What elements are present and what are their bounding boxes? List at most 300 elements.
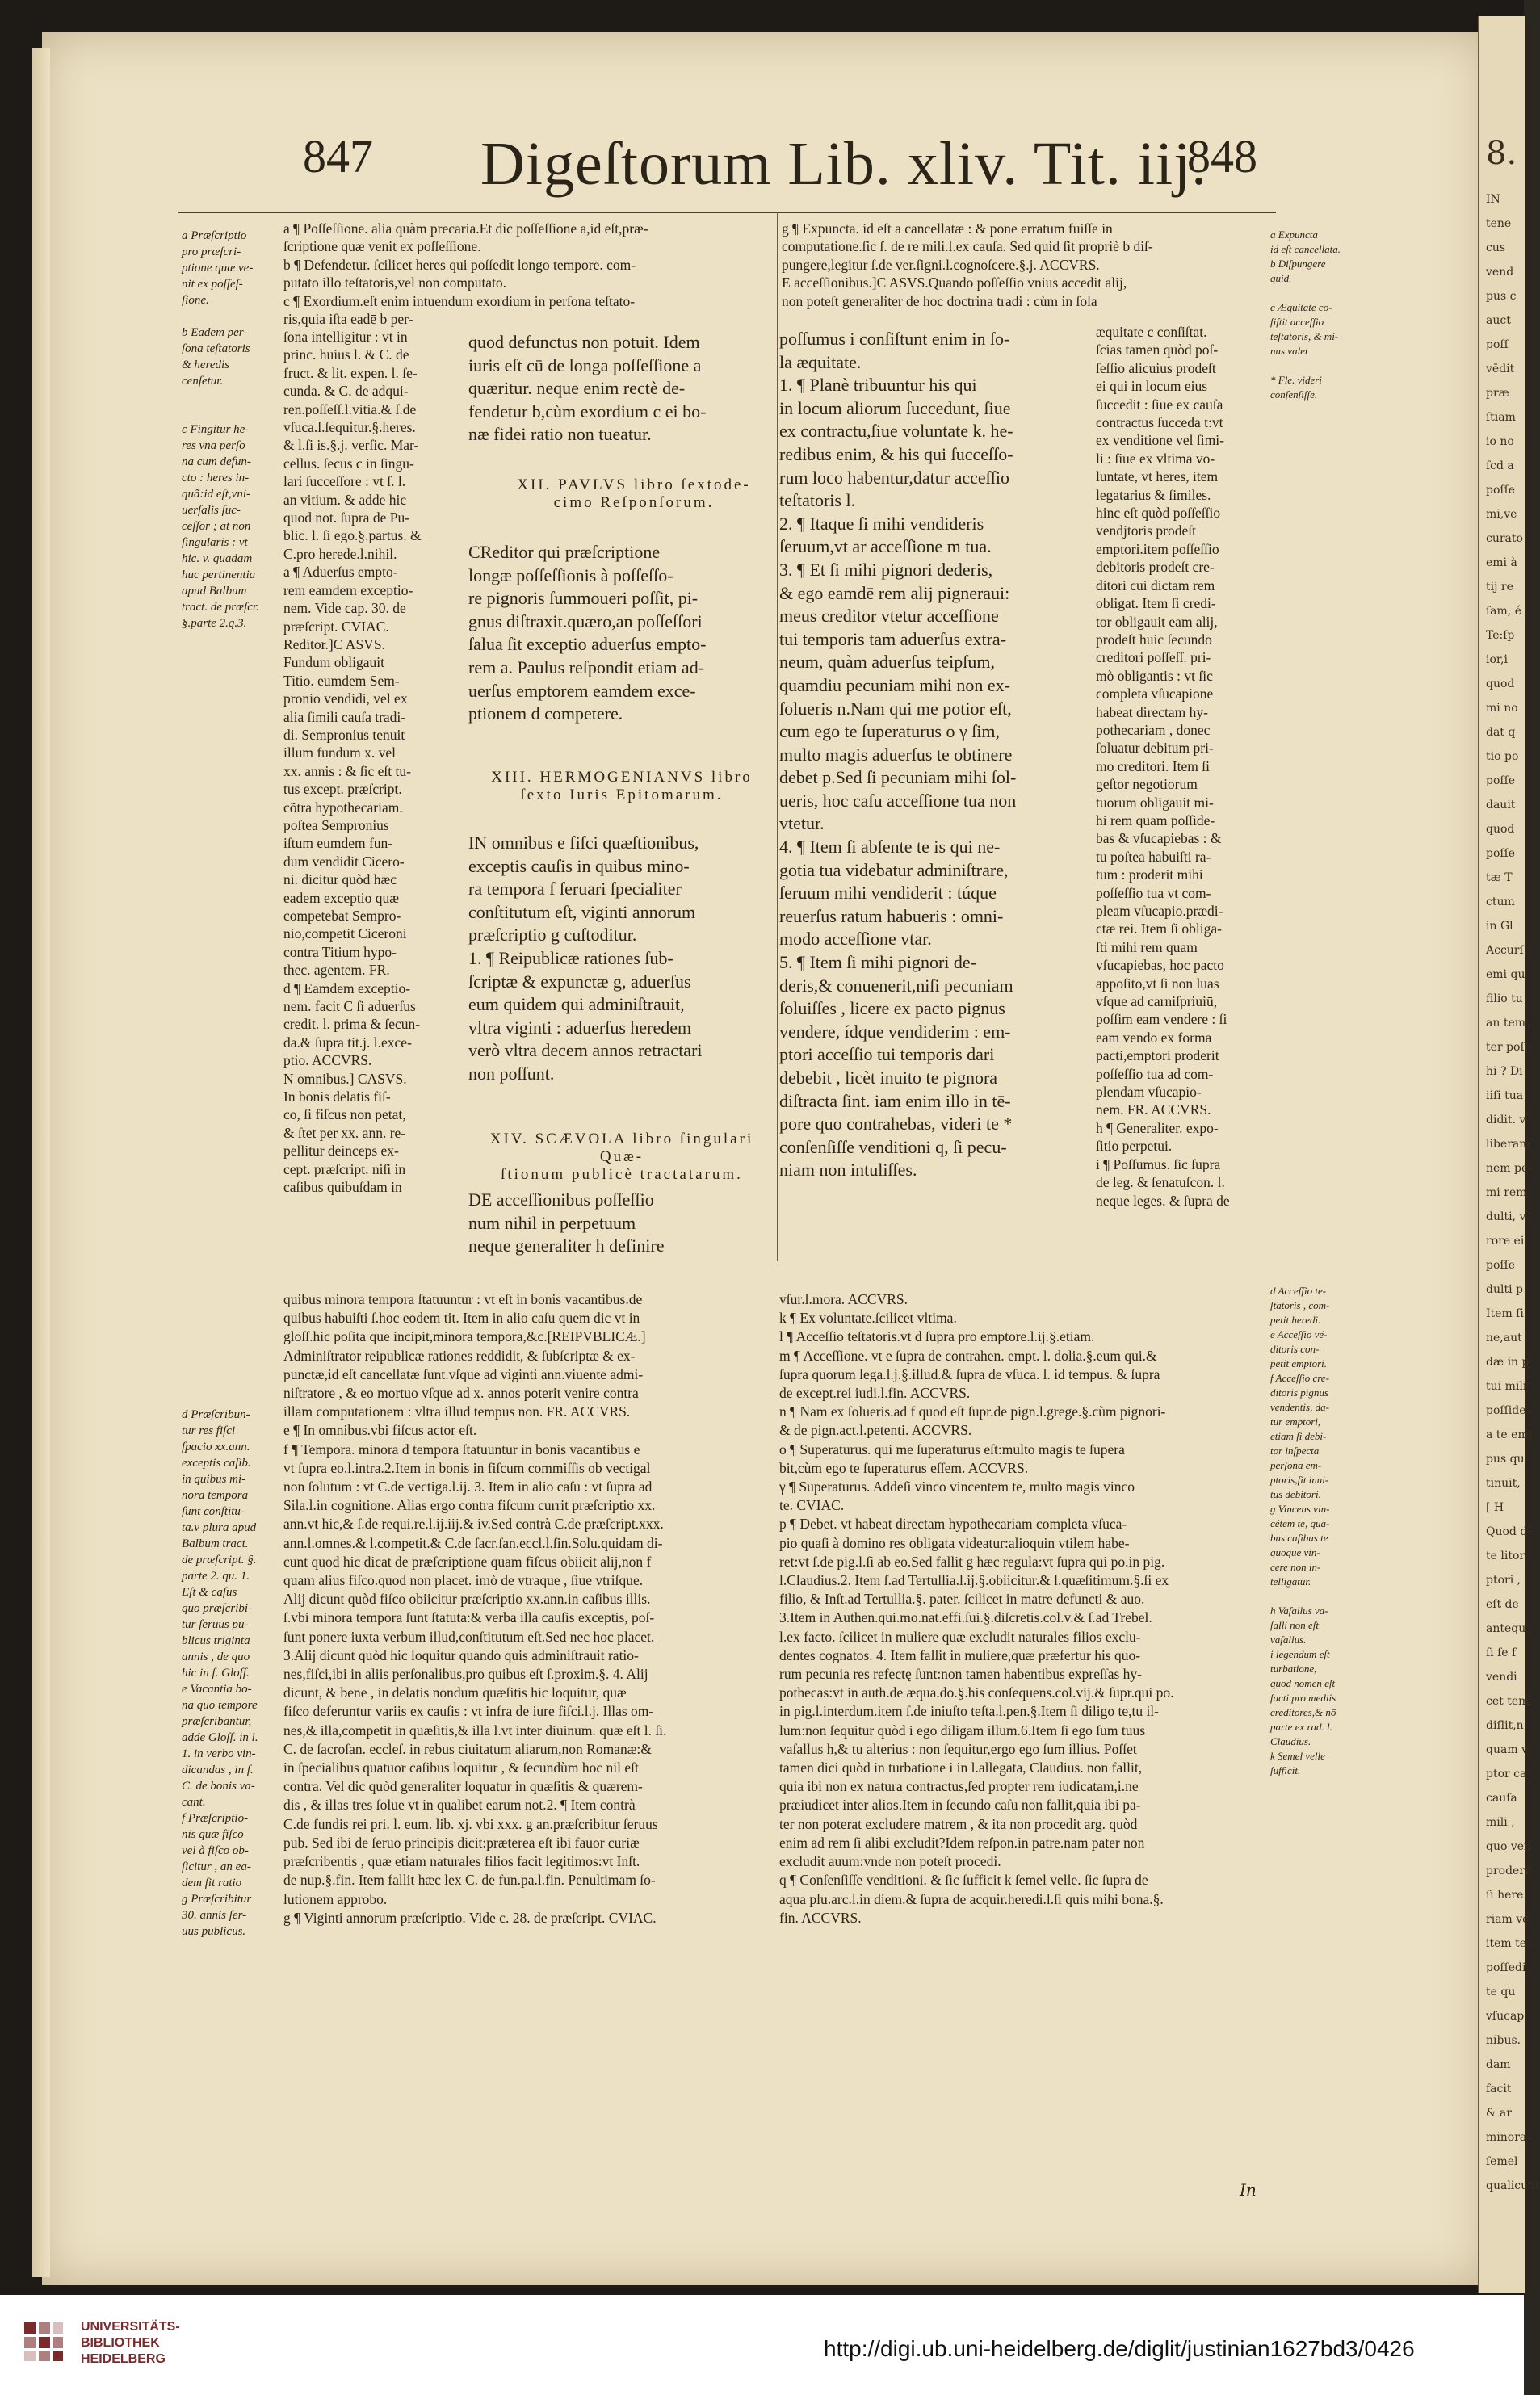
text-line: tur emptori, — [1270, 1416, 1321, 1428]
text-line: longæ poſſeſſionis à poſſeſſo- — [468, 564, 673, 585]
next-page-text-fragment: præ — [1486, 387, 1509, 400]
text-line: poſſeſſio tua vt com- — [1096, 884, 1211, 901]
text-line: q ¶ Conſenſiſſe venditioni. & ſic ſufficit k ſemel velle. ſic ſupra de — [779, 1872, 1148, 1889]
gloss-lower-right — [779, 1290, 1264, 1927]
text-line: ſti mihi rem quam — [1096, 938, 1198, 955]
text-line: Alij dicunt quòd fiſco obiicitur præſcriptio xx.ann.in caſibus illis. — [283, 1591, 651, 1608]
text-line: c ¶ Exordium.eſt enim intuendum exordium in perſona teſtato- — [283, 292, 636, 309]
text-line — [1270, 286, 1347, 300]
text-line: quod defunctus non potuit. Idem — [468, 332, 700, 352]
next-page-text-fragment: te litor — [1486, 1550, 1525, 1562]
next-page-text-fragment: dulti, v — [1486, 1210, 1526, 1223]
text-line: rem a. Paulus reſpondit etiam ad- — [468, 656, 705, 677]
text-line: fendetur b,cùm exordium c ei bo- — [468, 401, 707, 422]
text-line: creditores,& nō — [1270, 1706, 1336, 1718]
next-page-text-fragment: nibus. — [1486, 2034, 1521, 2047]
text-line: lari ſucceſſore : vt ſ. l. — [283, 473, 406, 490]
text-line: niam non intuliſſes. — [779, 1160, 917, 1181]
next-page-text-fragment: riam ve — [1486, 1913, 1530, 1926]
text-line: de nup.§.fin. Item fallit hæc lex C. de fun.pa.l.fin. Penultimam ſo- — [283, 1872, 656, 1889]
text-line: ptio. ACCVRS. — [283, 1052, 372, 1069]
text-line: 3.Item in Authen.qui.mo.nat.effi.ſui.§.diſcretis.col.v.& ſ.ad Trebel. — [779, 1609, 1152, 1626]
next-page-text-fragment: ter poſſ — [1486, 1041, 1529, 1054]
text-line: di. Sempronius tenuit — [283, 726, 405, 743]
text-line: ſalua ſit exceptio aduerſus empto- — [468, 634, 707, 655]
text-line: ra tempora f ſeruari ſpecialiter — [468, 879, 682, 900]
next-page-text-fragment: curato — [1486, 532, 1523, 545]
text-line: d Acceſſio te- — [1270, 1285, 1327, 1297]
next-page-text-fragment: ſam, é — [1486, 605, 1521, 618]
text-line: eum quidem qui adminiſtrauit, — [468, 994, 685, 1015]
next-page-text-fragment: ſcd a — [1486, 459, 1514, 472]
text-line: Claudius. — [1270, 1735, 1311, 1747]
text-line: ſpacio xx.ann. — [182, 1441, 250, 1453]
text-line: an vitium. & adde hic — [283, 491, 407, 508]
next-page-text-fragment: ſtiam — [1486, 411, 1516, 424]
text-line: co, ſi fiſcus non petat, — [283, 1106, 406, 1123]
text-line: 1. ¶ Planè tribuuntur his qui — [779, 375, 977, 396]
text-line: dem ſit ratio — [182, 1877, 242, 1890]
text-line: C.de fundis rei pri. l. eum. lib. xj. vbi xxx. g an.præſcribitur ſeruus — [283, 1815, 658, 1832]
text-line: nem. FR. ACCVRS. — [1096, 1101, 1211, 1118]
next-page-text-fragment: cus — [1486, 241, 1506, 254]
text-line: ſuccedit : ſiue ex cauſa — [1096, 396, 1223, 413]
text-line: parte 2. qu. 1. — [182, 1570, 250, 1583]
text-xii — [468, 541, 774, 726]
text-line: i ¶ Poſſumus. ſic ſupra — [1096, 1156, 1221, 1172]
text-line: pio quaſi à domino res obligata videatur:alioquin vtilem habe- — [779, 1534, 1130, 1551]
text-line: creditori poſſeſſ. pri- — [1096, 649, 1211, 666]
gloss-top-left — [283, 220, 776, 328]
text-line: ſalli non eſt — [1270, 1619, 1319, 1631]
text-line — [182, 405, 277, 422]
text-line: e ¶ In omnibus.vbi fiſcus actor eſt. — [283, 1422, 477, 1439]
text-line: a Expuncta — [1270, 229, 1318, 241]
text-line: f ¶ Tempora. minora d tempora ſtatuuntur in bonis vacantibus e — [283, 1441, 640, 1458]
text-line: meus creditor vtetur acceſſione — [779, 606, 999, 627]
text-line: k ¶ Ex voluntate.ſcilicet vltima. — [779, 1310, 957, 1327]
text-line: p ¶ Debet. vt habeat directam hypothecariam completa vſuca- — [779, 1516, 1127, 1533]
gloss-right-column — [1096, 323, 1265, 1210]
text-line: mò obligantis : vt ſic — [1096, 667, 1213, 684]
next-page-text-fragment: tio po — [1486, 750, 1519, 763]
text-line: etiam ſi debi- — [1270, 1430, 1327, 1442]
text-line: quia ibi non ex natura contractus,ſed propter rem iudicatam,i.ne — [779, 1778, 1139, 1795]
text-line: d Præſcribun- — [182, 1408, 250, 1421]
text-line: & ſtet per xx. ann. re- — [283, 1124, 406, 1141]
next-page-text-fragment: poſſide — [1486, 1404, 1526, 1417]
text-line: bus caſibus te — [1270, 1532, 1328, 1544]
text-line: quid. — [1270, 272, 1292, 284]
next-page-text-fragment: quo ven — [1486, 1840, 1532, 1853]
next-page-text-fragment: an tem — [1486, 1017, 1525, 1030]
text-line: illum fundum x. vel — [283, 745, 397, 761]
text-line: vſucapiebas, hoc pacto — [1096, 957, 1224, 974]
text-line: nes,& illa,competit in quæſitis,& illa l.vt inter diuinum. quæ eſt l. ſi. — [283, 1722, 667, 1739]
text-line: exceptis caſib. — [182, 1457, 251, 1470]
text-line: rem eamdem exceptio- — [283, 581, 413, 598]
text-line: quam alius fiſco.quod non placet. imò de vtraque , ſiue vtriſque. — [283, 1572, 644, 1589]
text-line: o ¶ Superaturus. qui me ſuperaturus eſt:multo magis te ſupera — [779, 1441, 1125, 1458]
university-seal-icon — [19, 2317, 68, 2366]
text-line: tu poſtea habuiſti ra- — [1096, 848, 1211, 865]
text-line: ſolueris n.Nam qui me potior eſt, — [779, 698, 1012, 719]
next-page-text-fragment: ſemel — [1486, 2155, 1518, 2168]
text-line: Reditor.]C ASVS. — [283, 635, 385, 652]
text-line: nes,fiſci,ibi in aliis perſonalibus,pro quibus eſt ſ.proxim.§. 4. Alij — [283, 1666, 648, 1683]
next-page-text-fragment: ptori , — [1486, 1574, 1521, 1587]
text-line: num nihil in perpetuum — [468, 1212, 636, 1233]
next-page-text-fragment: dulti p — [1486, 1283, 1523, 1296]
next-page-text-fragment: in Gl — [1486, 920, 1513, 933]
next-page-text-fragment: pus qu — [1486, 1453, 1525, 1466]
text-line: ceſſor ; at non — [182, 520, 251, 533]
text-line: ſiſtit acceſſio — [1270, 316, 1324, 328]
text-line: res vna perſo — [182, 439, 245, 452]
text-line: ſcriptæ & expunctæ g, aduerſus — [468, 971, 691, 992]
text-line: tur res fiſci — [182, 1424, 236, 1437]
text-line: blic. l. ſi ego.§.partus. & — [283, 527, 422, 544]
text-line: pungere,legitur ſ.de ver.ſigni.l.cognoſcere.§.j. ACCVRS. — [782, 256, 1100, 273]
next-page-text-fragment: emi qu — [1486, 968, 1525, 981]
text-line: verò vltra decem annos retractari — [468, 1040, 703, 1061]
text-line: ex contractu,ſiue voluntate k. he- — [779, 421, 1013, 442]
text-line: contra Titium hypo- — [283, 943, 397, 960]
text-line: vaſallus h,& tu alterius : non ſequitur,ergo ego ſum illius. Poſſet — [779, 1740, 1137, 1757]
text-line: non poteſt generaliter de hoc doctrina tradi : cùm in ſola — [782, 292, 1097, 309]
text-line: redibus enim, & his qui ſucceſſo- — [779, 443, 1013, 464]
text-line — [1270, 359, 1347, 373]
text-line: ta.v plura apud — [182, 1521, 257, 1534]
text-line: teſtatoris l. — [779, 490, 856, 511]
text-line: iuris eſt cū de longa poſſeſſione a — [468, 354, 702, 375]
text-line: la æquitate. — [779, 351, 862, 372]
next-page-text-fragment: facit — [1486, 2083, 1512, 2095]
text-line: blicus triginta — [182, 1634, 250, 1647]
text-line: computatione.ſic ſ. de re mili.l.ex cauſa. Sed quid ſit propriè b diſ- — [782, 238, 1153, 255]
text-line: 5. ¶ Item ſi mihi pignori de- — [779, 952, 976, 973]
text-line: tamen dici quòd in turbatione i in l.allegata, Claudius. non fallit, — [779, 1760, 1143, 1776]
text-line: te. CVIAC. — [779, 1497, 845, 1514]
next-page-text-fragment: Quod d — [1486, 1525, 1528, 1538]
text-line: γ ¶ Superaturus. Addeſi vinco vincentem te, multo magis vinco — [779, 1479, 1135, 1495]
text-line: Eſt & caſus — [182, 1586, 237, 1599]
text-line: vſque ad carniſpriuiū, — [1096, 993, 1218, 1010]
next-page-text-fragment: IN — [1486, 193, 1500, 206]
text-xiii — [468, 832, 774, 1086]
text-line: 4. ¶ Item ſi abſente te is qui ne- — [779, 837, 1001, 858]
text-line: nem. facit C ſi aduerſus — [283, 998, 416, 1015]
text-line: ſufficit. — [1270, 1764, 1301, 1776]
text-line: Titio. eumdem Sem- — [283, 672, 400, 689]
text-line: gnus diſtraxit.quæro,an poſſeſſori — [468, 610, 703, 631]
next-page-text-fragment: poſſe — [1486, 774, 1516, 787]
text-line: pore quo contrahebas, videri te * — [779, 1114, 1013, 1135]
next-page-text-fragment: tij re — [1486, 581, 1513, 594]
next-page-text-fragment: tæ T — [1486, 871, 1513, 884]
text-line: eam vendo ex forma — [1096, 1029, 1212, 1046]
text-line: aqua plu.arc.l.in diem.& ſupra de acquir.heredi.l.ſi quis mihi bona.§. — [779, 1890, 1164, 1907]
library-name: UNIVERSITÄTS- BIBLIOTHEK HEIDELBERG — [81, 2320, 180, 2366]
text-line: cere non in- — [1270, 1561, 1321, 1573]
page-binding-shadow — [32, 48, 50, 2277]
text-line: ditoris pignus — [1270, 1386, 1328, 1399]
text-line: pothecas:vt in auth.de æqua.do.§.his conſequens.col.vij.& ſupr.qui po. — [779, 1684, 1174, 1701]
text-line: c Æquitate co- — [1270, 301, 1332, 313]
text-line: completa vſucapione — [1096, 686, 1214, 703]
text-line: ann.vt hic,& ſ.de requi.re.l.ij.iij.& iv.Sed contrà C.de præſcript.xxx. — [283, 1516, 664, 1533]
text-line: & de pign.act.l.petenti. ACCVRS. — [779, 1422, 972, 1439]
text-line: cunda. & C. de adqui- — [283, 383, 409, 400]
text-line: ſicitur , an ea- — [182, 1860, 251, 1873]
permalink-url[interactable]: http://digi.ub.uni-heidelberg.de/diglit/justinian1627bd3/0426 — [824, 2336, 1415, 2361]
next-page-text-fragment: Accurſ. — [1486, 944, 1528, 957]
text-line: xx. annis : & ſic eſt tu- — [283, 762, 411, 779]
text-line — [182, 389, 277, 405]
text-line: cto : heres in- — [182, 472, 250, 484]
gloss-left-column — [283, 328, 449, 1197]
text-line: ditori cui dictam rem — [1096, 577, 1215, 594]
next-page-text-fragment: ctum — [1486, 896, 1515, 908]
text-line: ann.l.omnes.& l.competit.& C.de ſacr.ſan.eccl.l.ſin.Solu.quidam di- — [283, 1534, 663, 1551]
text-line: de leg. & ſenatuſcon. l. — [1096, 1174, 1225, 1191]
text-line: de except.rei iudi.l.fin. ACCVRS. — [779, 1385, 971, 1402]
next-page-text-fragment: vend — [1486, 266, 1514, 279]
text-line: Adminiſtrator reipublicæ rationes reddidit, & ſubſcriptæ & ex- — [283, 1347, 636, 1364]
text-line: plendam vſucapio- — [1096, 1084, 1202, 1101]
text-line: non ſolutum : vt C.de vectiga.l.ij. 3. Item in alio caſu : vt ſupra ad — [283, 1479, 653, 1495]
text-line: l.Claudius.2. Item ſ.ad Tertullia.l.ij.§.obiicitur.& l.quæſitimum.§.ſi ex — [779, 1572, 1169, 1589]
text-line: tus debitori. — [1270, 1488, 1321, 1500]
text-line: ſeruum mihi vendiderit : túque — [779, 883, 997, 904]
text-line: quod not. ſupra de Pu- — [283, 510, 410, 526]
text-line: l.ex facto. ſcilicet in muliere quæ excludit naturales filios exclu- — [779, 1628, 1141, 1645]
catchword: In — [1240, 2180, 1257, 2200]
text-line: dum vendidit Cicero- — [283, 853, 405, 870]
text-line: li : ſiue ex vltima vo- — [1096, 450, 1215, 467]
text-line: quibus habuiſti ſ.hoc eodem tit. Item in alio caſu quem dic vt in — [283, 1310, 640, 1327]
text-line: poſſim eam vendere : ſi — [1096, 1011, 1227, 1028]
text-line: telligatur. — [1270, 1575, 1311, 1588]
text-line: præſcribentis , quæ etiam naturales filios facit legitimos:vt Inſt. — [283, 1853, 640, 1870]
text-line: in ſpecialibus quatuor caſibus loquitur , & ſecundùm hoc nil eſt — [283, 1760, 639, 1776]
text-line: lutionem approbo. — [283, 1890, 388, 1907]
text-line: id eſt cancellata. — [1270, 243, 1341, 255]
next-page-text-fragment: hi ? Di — [1486, 1065, 1523, 1078]
next-page-text-fragment: cauſa — [1486, 1792, 1517, 1805]
text-line: rum loco habentur,datur acceſſio — [779, 467, 1010, 488]
text-line: vendentis, da- — [1270, 1401, 1329, 1413]
text-line: pacti,emptori proderit — [1096, 1047, 1219, 1064]
text-line: ei qui in locum eius — [1096, 378, 1208, 395]
text-line: niſtratore , & eo mortuo vſque ad x. annos poterit venire contra — [283, 1385, 639, 1402]
text-line: a Præſcriptio — [182, 229, 247, 242]
text-line: g Vincens vin- — [1270, 1503, 1330, 1515]
text-line: bas & vſucapiebas : & — [1096, 830, 1222, 847]
next-page-text-fragment: didit. v — [1486, 1114, 1526, 1126]
text-line: fruct. & lit. expen. l. ſe- — [283, 364, 418, 381]
next-page-text-fragment: poſſedi — [1486, 1961, 1526, 1974]
text-line: putato illo teſtatoris,vel non computato. — [283, 275, 507, 292]
heading-xii-paulus: XII. PAVLVS libro ſextode- cimo Reſponſorum. — [517, 476, 751, 511]
text-line: N omnibus.] CASVS. — [283, 1070, 407, 1087]
next-page-text-fragment: emi à — [1486, 556, 1517, 569]
text-line: IN omnibus e fiſci quæſtionibus, — [468, 833, 699, 853]
text-line: hic. v. quadam — [182, 552, 253, 565]
text-line: vſuca.l.ſequitur.§.heres. — [283, 419, 416, 436]
text-line: uerſus emptorem eamdem exce- — [468, 680, 696, 701]
next-page-text-fragment: rore ei — [1486, 1235, 1525, 1248]
text-line: perſona em- — [1270, 1459, 1322, 1471]
next-page-text-fragment: vēdit — [1486, 363, 1515, 375]
text-line: multo magis aduerſus te obtinere — [779, 744, 1013, 765]
text-line: ſunt ponere iuxta verbum illud,conſtitutum eſt.Sed nec hoc placet. — [283, 1628, 655, 1645]
text-line: In bonis delatis fiſ- — [283, 1088, 391, 1105]
text-line: cellus. ſecus c in ſingu- — [283, 455, 414, 472]
text-line: cétem te, qua- — [1270, 1517, 1330, 1529]
text-line — [182, 308, 277, 325]
text-line: nora tempora — [182, 1489, 249, 1502]
text-line: appoſito,vt ſi non luas — [1096, 975, 1219, 992]
left-marginal-notes-lower — [182, 1407, 277, 1940]
text-line: apud Balbum — [182, 585, 247, 598]
next-page-text-fragment: quam v — [1486, 1743, 1528, 1756]
next-page-text-fragment: dam — [1486, 2058, 1511, 2071]
next-page-text-fragment: dauit — [1486, 799, 1516, 812]
text-line: dicunt, & bene , in delatis nondum quæſitis hic loquitur, quæ — [283, 1684, 627, 1701]
text-line: ſupra quorum lega.l.j.§.illud.& ſupra de vſuca. l. id tempus. & ſupra — [779, 1365, 1160, 1382]
text-line: re pignoris ſummoueri poſſit, pi- — [468, 588, 699, 609]
text-line: emptori.item poſſeſſio — [1096, 540, 1219, 557]
next-page-text-fragment: te qu — [1486, 1986, 1516, 1999]
text-line: ſ.vbi minora tempora ſunt ſtatuta:& verba illa cauſis exceptis, poſ- — [283, 1609, 655, 1626]
text-line: geſtor negotiorum — [1096, 776, 1198, 793]
text-line: h Vaſallus va- — [1270, 1604, 1328, 1617]
text-line: debet p.Sed ſi pecuniam mihi ſol- — [779, 767, 1017, 788]
text-line: 3. ¶ Et ſi mihi pignori dederis, — [779, 559, 993, 580]
text-line: debebit , licèt inuito te pignora — [779, 1067, 998, 1088]
text-line: ſcias tamen quòd poſ- — [1096, 342, 1219, 359]
next-page-text-fragment: diſlit,n — [1486, 1719, 1524, 1732]
text-line: quo præſcribi- — [182, 1602, 253, 1615]
next-page-text-fragment: io no — [1486, 435, 1514, 448]
next-page-text-fragment: a te emi — [1486, 1428, 1533, 1441]
next-page-edge — [1478, 16, 1540, 2293]
text-line: pothecariam , donec — [1096, 721, 1211, 738]
text-line: §.parte 2.q.3. — [182, 617, 247, 630]
text-line: ren.poſſeſſ.l.vitia.& ſ.de — [283, 401, 417, 417]
text-line: neum, quàm aduerſus teipſum, — [779, 652, 995, 673]
right-marginal-notes — [1270, 228, 1347, 402]
next-page-text-fragment: Te:ſp — [1486, 629, 1515, 642]
text-line: bit,cùm ego te ſuperaturus eſſem. ACCVRS. — [779, 1459, 1029, 1476]
text-line: neque leges. & ſupra de — [1096, 1192, 1230, 1209]
text-line: alia ſimili cauſa tradi- — [283, 708, 406, 725]
next-page-text-fragment: poſſe — [1486, 1259, 1516, 1272]
text-line: conſtitutum eſt, viginti annorum — [468, 901, 696, 922]
text-xiv-continued — [779, 328, 1080, 1182]
text-line: ueris, hoc caſu acceſſione tua non — [779, 790, 1017, 811]
text-line: nus valet — [1270, 345, 1308, 357]
text-line: da.& ſupra tit.j. l.exce- — [283, 1034, 412, 1051]
text-line: prodeſt huic ſecundo — [1096, 631, 1212, 648]
next-page-text-fragment: antequ — [1486, 1622, 1526, 1635]
text-line: illam computationem : vltra illud tempus non. FR. ACCVRS. — [283, 1403, 631, 1420]
text-line: 2. ¶ Itaque ſi mihi vendideris — [779, 513, 984, 534]
text-line: poſtea Sempronius — [283, 816, 389, 833]
text-line: 1. ¶ Reipublicæ rationes ſub- — [468, 947, 673, 968]
text-line: nis quæ fiſco — [182, 1828, 244, 1841]
text-line: ſeruum,vt ar acceſſione m tua. — [779, 536, 992, 557]
text-line: tui temporis tam aduerſus extra- — [779, 628, 1007, 649]
text-line: præſcriptio g cuſtoditur. — [468, 925, 637, 946]
text-line: ſunt conſtitu- — [182, 1505, 245, 1518]
text-line: f Præſcriptio- — [182, 1812, 249, 1825]
text-line: legatarius & ſimiles. — [1096, 486, 1211, 503]
next-page-text-fragment: mi rem — [1486, 1186, 1527, 1199]
text-line: non poſſunt. — [468, 1063, 555, 1084]
heading-xiv-scaevola: XIV. SCÆVOLA libro ſingulari Quæ- ſtionum publicè tractatarum. — [489, 1130, 754, 1183]
next-page-text-fragment: ne,aut — [1486, 1332, 1522, 1344]
next-page-text-fragment: liberam — [1486, 1138, 1530, 1151]
text-line: a ¶ Aduerſus empto- — [283, 564, 398, 581]
next-page-text-fragment: poſſe — [1486, 847, 1516, 860]
gloss-lower-left — [283, 1290, 768, 1927]
text-line: habeat directam hy- — [1096, 703, 1208, 720]
column-divider — [777, 212, 778, 1261]
text-line: ſeſſio alicuius prodeſt — [1096, 359, 1216, 376]
text-line: tur ſeruus pu- — [182, 1618, 249, 1631]
text-line: debitoris prodeſt cre- — [1096, 559, 1215, 576]
header-rule — [178, 212, 1276, 213]
text-line: na quo tempore — [182, 1699, 258, 1712]
text-line: na cum defun- — [182, 455, 251, 468]
text-line: Balbum tract. — [182, 1537, 249, 1550]
text-line: ret:vt ſ.de pig.l.ſi ab eo.Sed fallit g hæc regula:vt ſupra qui po.in pig. — [779, 1553, 1165, 1570]
next-page-text-fragment: tinuit, — [1486, 1477, 1521, 1490]
text-line: in pig.l.interdum.item ſ.de iniuſto teſta.l.pen.§.Item ſi diligo te,tu il- — [779, 1703, 1159, 1720]
text-line: næ fidei ratio non tueatur. — [468, 424, 652, 445]
text-line: C. de ſacroſan. eccleſ. in rebus ciuitatum aliarum,non Romanæ:& — [283, 1740, 652, 1757]
next-page-text-fragment: ſi here — [1486, 1889, 1524, 1902]
text-line: ſoluiſſes , licere ex pacto pignus — [779, 998, 1005, 1019]
text-line: d ¶ Eamdem exceptio- — [283, 979, 411, 996]
text-line: petit heredi. — [1270, 1314, 1321, 1326]
text-line: conſenſiſſe venditioni q, ſi pecu- — [779, 1136, 1007, 1157]
text-line: deris,& conuenerit,niſi pecuniam — [779, 975, 1013, 996]
text-line: cant. — [182, 1796, 206, 1809]
text-line: huc pertinentia — [182, 568, 256, 581]
text-line: vel à fiſco ob- — [182, 1844, 249, 1857]
text-line: dentes cognatos. 4. Item fallit in muliere,quæ præfertur his quo- — [779, 1646, 1141, 1663]
next-page-text-fragment: minora — [1486, 2131, 1527, 2144]
text-line: vſur.l.mora. ACCVRS. — [779, 1291, 908, 1307]
text-line: præſcript. CVIAC. — [283, 618, 389, 635]
text-line: & heredis — [182, 359, 230, 371]
text-line: quæritur. neque enim rectè de- — [468, 378, 686, 399]
text-line: vtetur. — [779, 813, 825, 834]
next-page-text-fragment: [ H — [1486, 1501, 1504, 1514]
text-line: fiſco deferuntur variis ex cauſis : vt infra de iure fiſci.l.j. Illas om- — [283, 1703, 654, 1720]
text-line: DE acceſſionibus poſſeſſio — [468, 1189, 654, 1210]
text-line: ſingularis : vt — [182, 536, 248, 549]
gloss-top-right — [782, 220, 1274, 310]
text-line: poſſumus i conſiſtunt enim in ſo- — [779, 329, 1010, 349]
next-page-text-fragment: tene — [1486, 217, 1512, 230]
next-page-text-fragment: qualicunt — [1486, 2179, 1540, 2192]
next-page-text-fragment: ſi ſe f — [1486, 1646, 1517, 1659]
text-line: lum:non ſequitur quòd i ego diligam illum.6.Item ſi ego ſum tuus — [779, 1722, 1146, 1739]
